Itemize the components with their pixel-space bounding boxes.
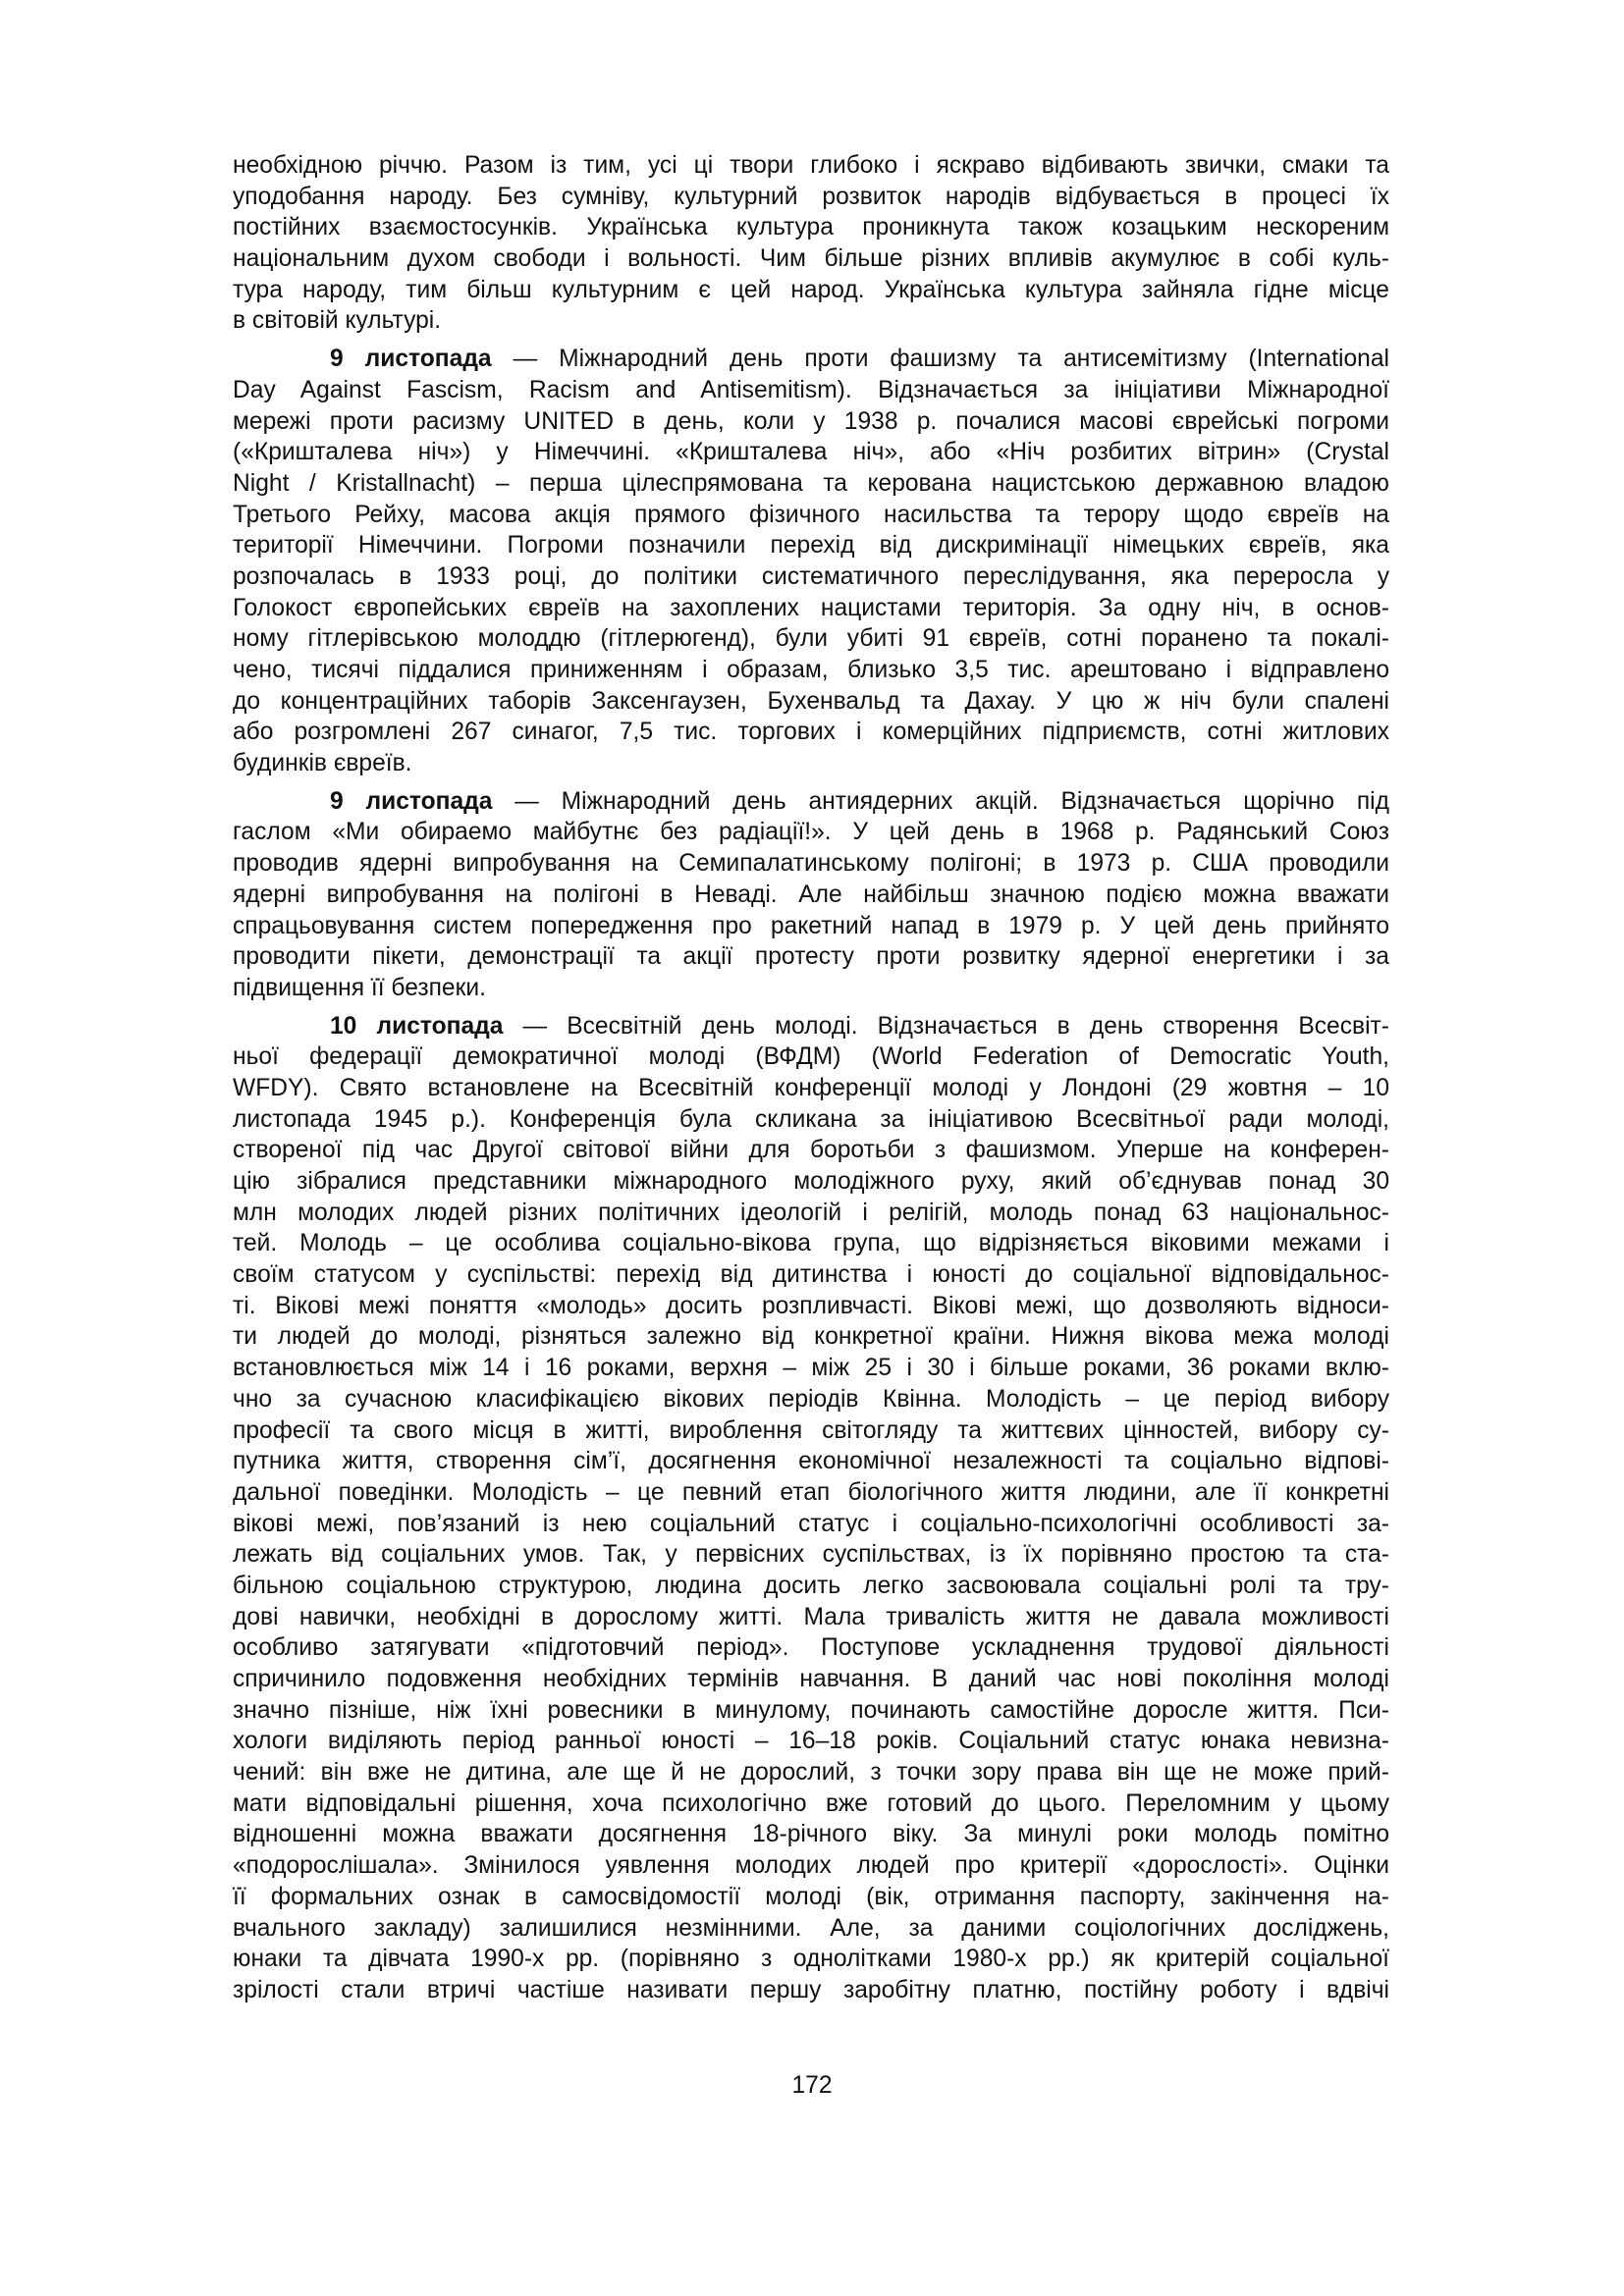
paragraph (233, 1011, 1389, 2006)
text-line: постійних взаємостосунків. Українська культура проникнута також козацьким нескореним (233, 214, 1389, 241)
text-line: WFDY). Свято встановлене на Всесвітній конференції молоді у Лондоні (29 жовтня – 10 (233, 1074, 1389, 1101)
text-line: юнаки та дівчата 1990-х рр. (порівняно з однолітками 1980-х рр.) як критерій соціальної (233, 1946, 1389, 1973)
text-line: проводив ядерні випробування на Семипалатинському полігоні; в 1973 р. США проводили (233, 850, 1389, 878)
text-line: в світовій культурі. (233, 307, 442, 335)
text-line (233, 786, 1389, 818)
text-line: її формальних ознак в самосвідомостії молоді (вік, отримання паспорту, закінчення на- (233, 1883, 1389, 1910)
text-line: Третього Рейху, масова акція прямого фізичного насильства та терору щодо євреїв на (233, 501, 1389, 528)
text-line: Голокост європейських євреїв на захоплених нацистами територія. За одну ніч, в основ- (233, 594, 1389, 621)
text-line: особливо затягувати «підготовчий період». Поступове ускладнення трудової діяльності (233, 1634, 1389, 1662)
text-line: вікові межі, пов’язаний із нею соціальний статус і соціально-психологічні особливості за- (233, 1510, 1389, 1537)
text-line: ному гітлерівською молоддю (гітлерюгенд), були убиті 91 євреїв, сотні поранено та покалі- (233, 625, 1389, 653)
text-line: хологи виділяють період ранньої юності – 16–18 років. Соціальний статус юнака невизна- (233, 1728, 1389, 1755)
date-heading: 9 листопада (330, 787, 493, 815)
text-line: значно пізніше, ніж їхні ровесники в минулому, починають самостійне доросле життя. Пси- (233, 1696, 1389, 1724)
text-line: листопада 1945 р.). Конференція була скликана за ініціативою Всесвітньої ради молоді, (233, 1105, 1389, 1133)
page-number: 172 (791, 2072, 833, 2099)
text-line: відношенні можна вважати досягнення 18-річного віку. За минулі роки молодь помітно (233, 1821, 1389, 1848)
text-line (233, 344, 1389, 375)
date-heading: 9 листопада (330, 346, 492, 373)
text-line: спричинило подовження необхідних термінів навчання. В даний час нові покоління молоді (233, 1666, 1389, 1692)
text-line: своїм статусом у суспільстві: перехід від дитинства і юності до соціальної відповідальнос- (233, 1261, 1389, 1289)
paragraph (233, 344, 1389, 779)
text-line: проводити пікети, демонстрації та акції протесту проти розвитку ядерної енергетики і за (233, 943, 1389, 971)
text-line: дальної поведінки. Молодість – це певний етап біологічного життя людини, але її конкретні (233, 1478, 1389, 1506)
body-text (233, 150, 1389, 2013)
text-line: тура народу, тим більш культурним є цей народ. Українська культура зайняла гідне місце (233, 276, 1389, 303)
text-line: підвищення її безпеки. (233, 974, 486, 1001)
text-line: вчального закладу) залишилися незмінними. Але, за даними соціологічних досліджень, (233, 1914, 1389, 1942)
text-line: лежать від соціальних умов. Так, у первісних суспільствах, із їх порівняно простою та ста- (233, 1541, 1389, 1569)
text-line: чений: він вже не дитина, але ще й не дорослий, з точки зору права він ще не може прий- (233, 1759, 1389, 1787)
text-line: або розгромлені 267 синагог, 7,5 тис. торгових і комерційних підприємств, сотні житлових (233, 719, 1389, 746)
text-line: створеної під час Другої світової війни для боротьби з фашизмом. Уперше на конферен- (233, 1137, 1389, 1164)
text-line: встановлюється між 14 і 16 роками, верхня – між 25 і 30 і більше роками, 36 роками вклю- (233, 1355, 1389, 1382)
text-line: ньої федерації демократичної молоді (ВФДМ) (World Federation of Democratic Youth, (233, 1043, 1389, 1071)
text-line: професії та свого місця в житті, вироблення світогляду та життєвих цінностей, вибору су- (233, 1416, 1389, 1444)
text-line: до концентраційних таборів Заксенгаузен, Бухенвальд та Дахау. У цю ж ніч були спалені (233, 687, 1389, 715)
text-line: «подорослішала». Змінилося уявлення молодих людей про критерії «дорослості». Оцінки (233, 1852, 1389, 1880)
text-line: національним духом свободи і вольності. Чим більше різних впливів акумулює в собі куль- (233, 245, 1389, 273)
text-line: уподобання народу. Без сумніву, культурний розвиток народів відбувається в процесі їх (233, 183, 1389, 210)
text-line: чно за сучасною класифікацією вікових періодів Квінна. Молодість – це період вибору (233, 1385, 1389, 1413)
text-line: мережі проти расизму UNITED в день, коли у 1938 р. почалися масові єврейські погроми (233, 407, 1389, 435)
text-line (233, 1011, 1389, 1042)
text-line: більною соціальною структурою, людина досить легко засвоювала соціальні ролі та тру- (233, 1572, 1389, 1599)
line-text: — Міжнародний день антиядерних акцій. Відзначається щорічно під (492, 787, 1389, 815)
text-line: мати відповідальні рішення, хоча психологічно вже готовий до цього. Переломним у цьому (233, 1789, 1389, 1817)
line-text: — Всесвітній день молоді. Відзначається в день створення Всесвіт- (503, 1012, 1389, 1040)
text-line: чено, тисячі піддалися приниженням і образам, близько 3,5 тис. арештовано і відправлено (233, 657, 1389, 683)
text-line: розпочалась в 1933 році, до політики систематичного переслідування, яка переросла у (233, 562, 1389, 590)
paragraph (233, 150, 1389, 337)
text-line: ті. Вікові межі поняття «молодь» досить розпливчасті. Вікові межі, що дозволяють відноси- (233, 1292, 1389, 1319)
text-line: території Німеччини. Погроми позначили перехід від дискримінації німецьких євреїв, яка (233, 532, 1389, 560)
text-line: путника життя, створення сім’ї, досягнення економічної незалежності та соціально відпові- (233, 1448, 1389, 1475)
text-line: будинків євреїв. (233, 750, 412, 777)
text-line: цію зібралися представники міжнародного молодіжного руху, який об’єднував понад 30 (233, 1168, 1389, 1195)
line-text: — Міжнародний день проти фашизму та антисемітизму (International (491, 346, 1389, 373)
text-line: необхідною річчю. Разом із тим, усі ці твори глибоко і яскраво відбивають звички, смаки та (233, 152, 1389, 179)
text-line: Day Against Fascism, Racism and Antisemitism). Відзначається за ініціативи Міжнародної (233, 376, 1389, 403)
text-line: спрацьовування систем попередження про ракетний напад в 1979 р. У цей день прийнято (233, 912, 1389, 939)
text-line: тей. Молодь – це особлива соціально-вікова група, що відрізняється віковими межами і (233, 1230, 1389, 1257)
date-heading: 10 листопада (330, 1012, 504, 1040)
text-line: ти людей до молоді, різняться залежно від конкретної країни. Нижня вікова межа молоді (233, 1323, 1389, 1351)
text-line: ядерні випробування на полігоні в Неваді. Але найбільш значною подією можна вважати (233, 881, 1389, 908)
text-line: млн молодих людей різних політичних ідеологій і релігій, молодь понад 63 національнос- (233, 1199, 1389, 1226)
paragraph (233, 786, 1389, 1004)
text-line: зрілості стали втричі частіше називати першу заробітну платню, постійну роботу і вдвічі (233, 1976, 1389, 2003)
text-line: дові навички, необхідні в дорослому житті. Мала тривалість життя не давала можливості (233, 1603, 1389, 1630)
text-line: («Кришталева ніч») у Німеччині. «Кришталева ніч», або «Ніч розбитих вітрин» (Crystal (233, 439, 1389, 466)
text-line: Night / Kristallnacht) – перша цілеспрямована та керована нацистською державною владою (233, 469, 1389, 497)
text-line: гаслом «Ми обираемо майбутнє без радіації!». У цей день в 1968 р. Радянський Союз (233, 819, 1389, 846)
